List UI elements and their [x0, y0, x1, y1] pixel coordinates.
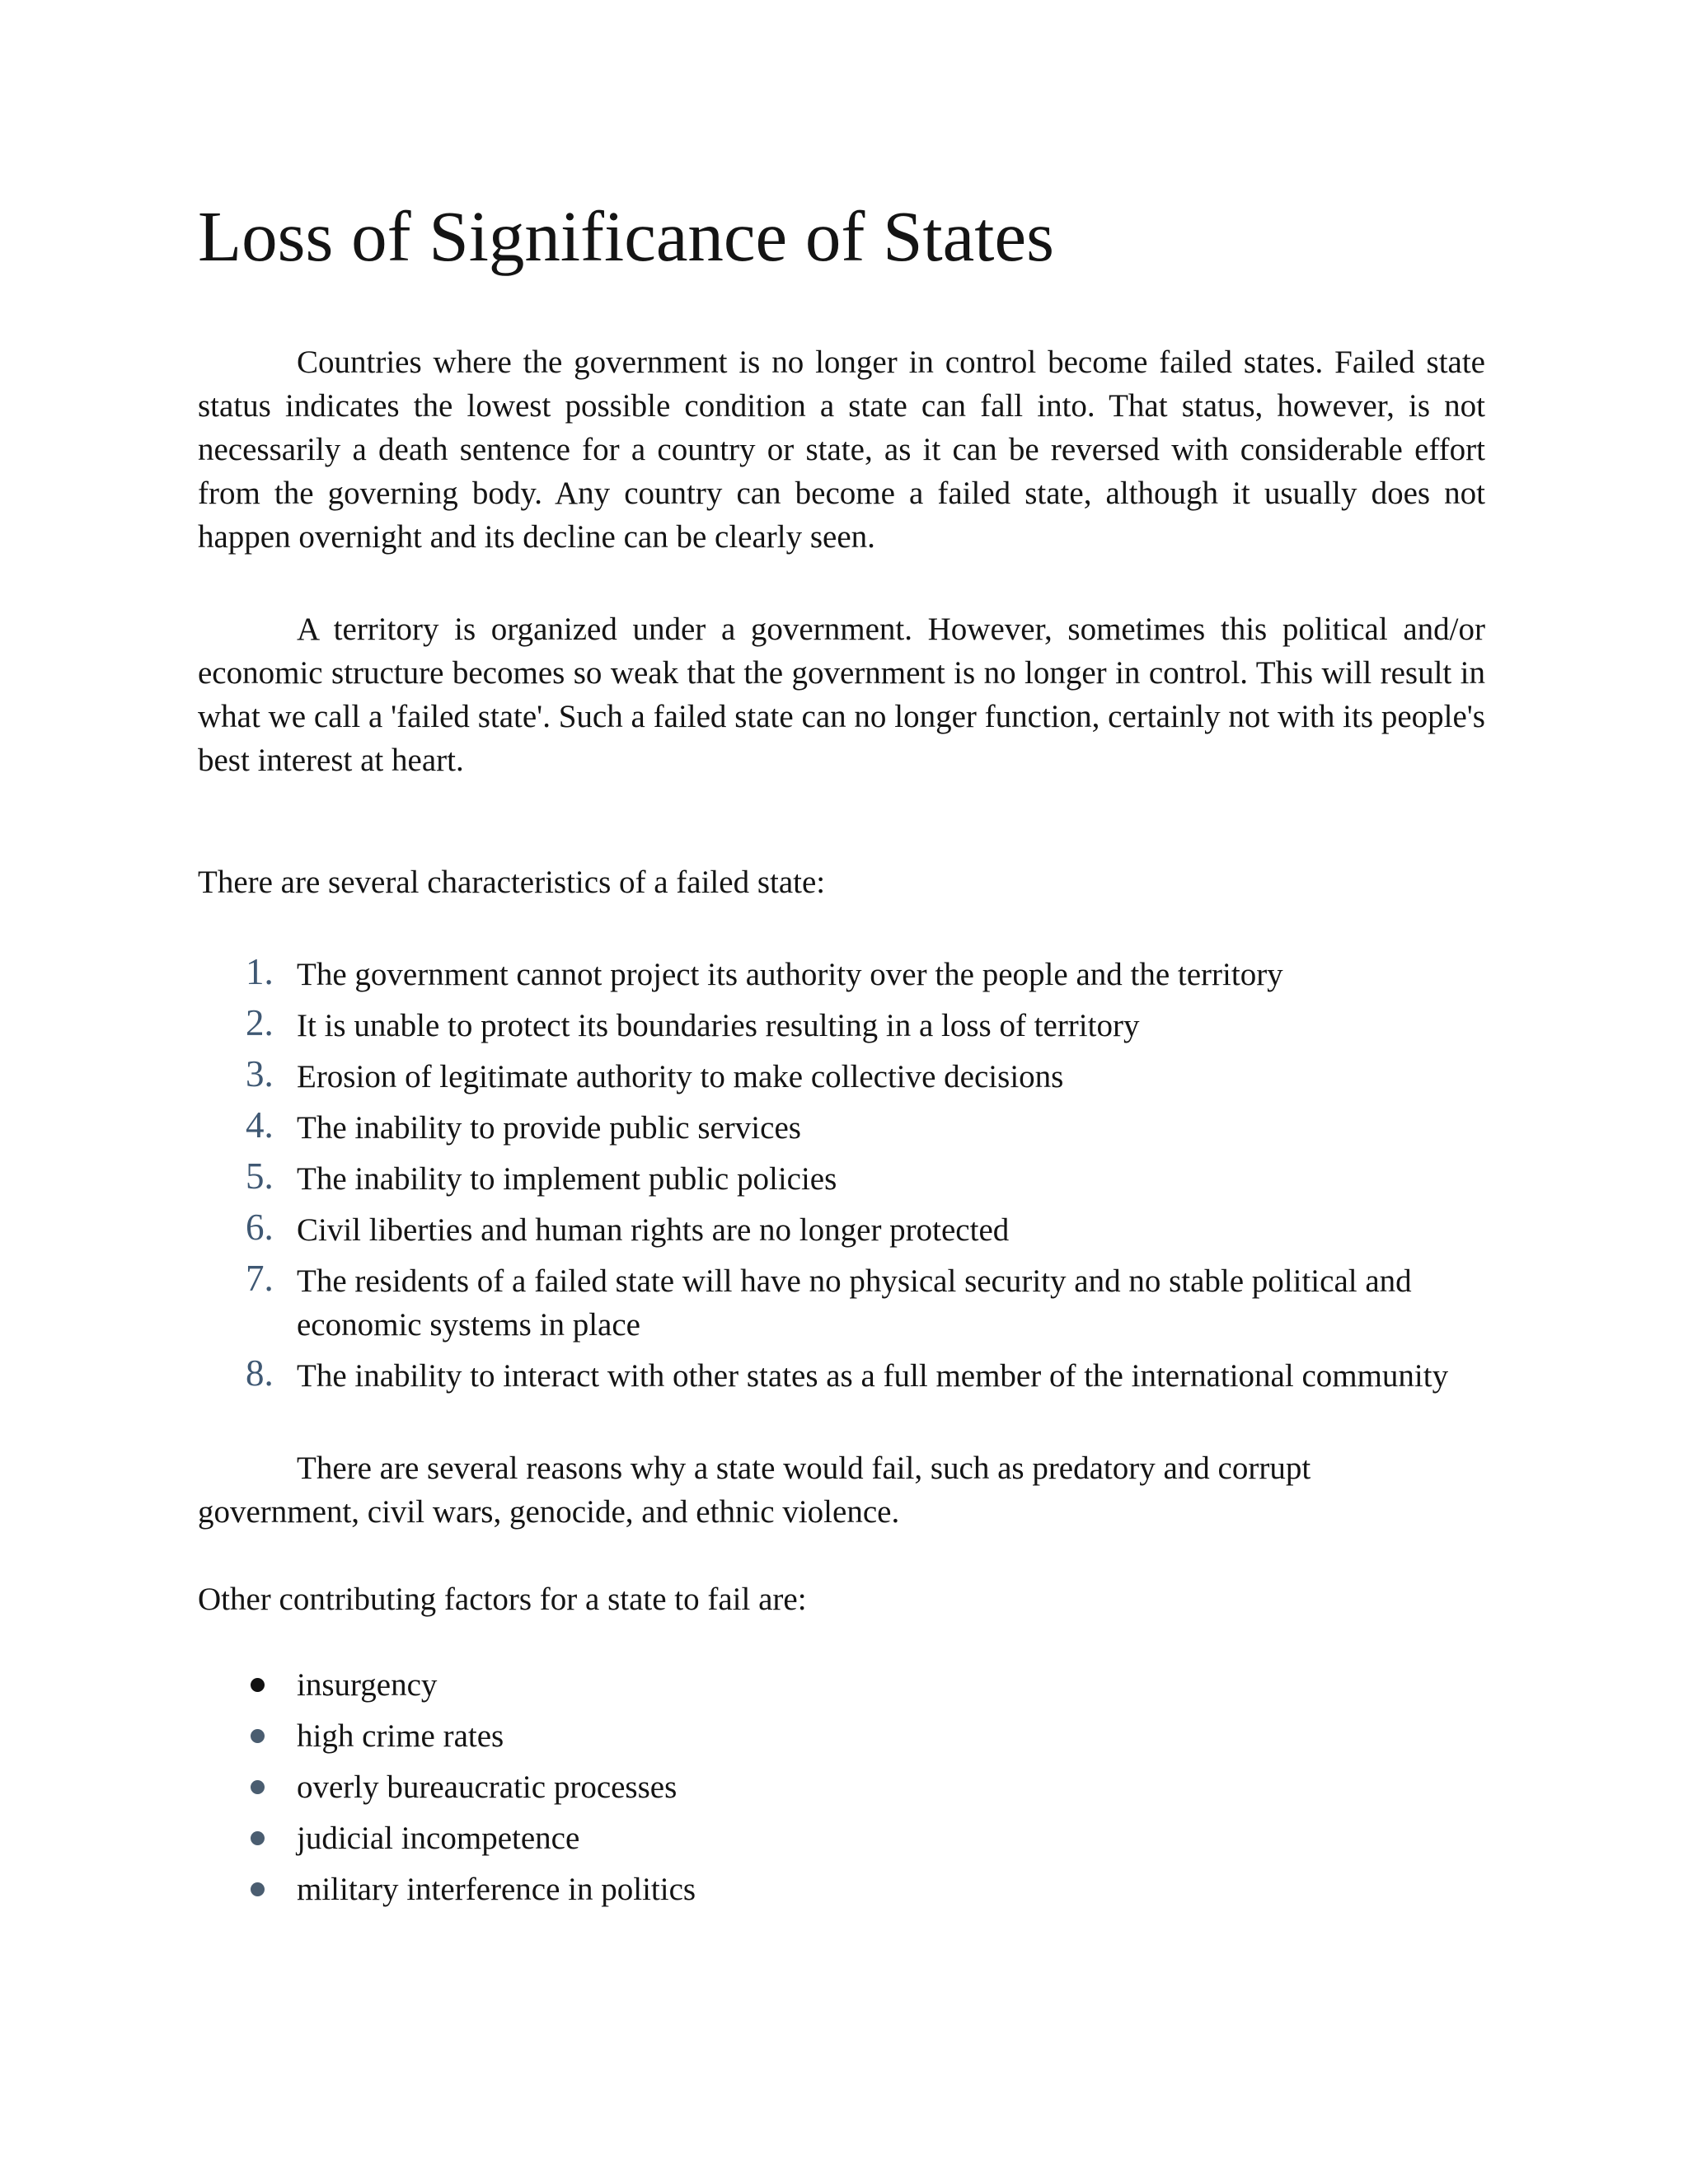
- characteristics-list: [198, 953, 1492, 1405]
- list-item: [198, 1157, 1492, 1201]
- paragraph-failed-states: Countries where the government is no longer in control become failed states. Failed state status indicates the lowest possible condition a state can fall into. That status, however, is not necessarily a death sentence for a country or state, as it can be reversed with considerable effort from the governing body. Any country can become a failed state, although it usually does not happen overnight and its decline can be clearly seen.: [198, 344, 1485, 555]
- list-number: 6.: [246, 1207, 274, 1248]
- bullet-icon: [251, 1780, 265, 1794]
- list-item: [198, 1868, 1492, 1911]
- list-item-text: judicial incompetence: [297, 1821, 580, 1856]
- list-item: [198, 1208, 1492, 1252]
- list-item: [198, 1354, 1492, 1398]
- list-item: [198, 1765, 1492, 1809]
- list-item: [198, 1663, 1492, 1707]
- list-item-text: Erosion of legitimate authority to make collective decisions: [297, 1059, 1064, 1094]
- list-number: 7.: [246, 1258, 274, 1299]
- list-number: 1.: [246, 951, 274, 992]
- list-number: 4.: [246, 1104, 274, 1146]
- list-item-text: high crime rates: [297, 1718, 504, 1754]
- factors-list: [198, 1663, 1492, 1919]
- list-item: [198, 1259, 1492, 1347]
- factors-intro: Other contributing factors for a state to fail are:: [198, 1582, 807, 1617]
- list-item: [198, 1055, 1492, 1099]
- bullet-icon: [251, 1831, 265, 1845]
- list-item-text: insurgency: [297, 1667, 438, 1703]
- list-item-text: The residents of a failed state will have no physical security and no stable political and economic systems in place: [297, 1263, 1412, 1343]
- list-item: [198, 953, 1492, 996]
- list-item-text: The inability to implement public policies: [297, 1161, 837, 1197]
- list-item: [198, 1106, 1492, 1150]
- list-item-text: Civil liberties and human rights are no longer protected: [297, 1212, 1010, 1248]
- list-item: [198, 1714, 1492, 1758]
- characteristics-intro: There are several characteristics of a failed state:: [198, 865, 826, 900]
- paragraph-reasons: There are several reasons why a state would fail, such as predatory and corrupt government, civil wars, genocide, and ethnic violence.: [198, 1451, 1311, 1530]
- list-number: 3.: [246, 1053, 274, 1094]
- list-item-text: The government cannot project its authority over the people and the territory: [297, 957, 1283, 992]
- list-item-text: The inability to provide public services: [297, 1110, 801, 1146]
- list-number: 2.: [246, 1002, 274, 1043]
- list-item: [198, 1004, 1492, 1047]
- list-number: 5.: [246, 1155, 274, 1197]
- list-number: 8.: [246, 1352, 274, 1394]
- bullet-icon: [251, 1678, 265, 1692]
- paragraph-territory: A territory is organized under a government. However, sometimes this political and/or economic structure becomes so weak that the government is no longer in control. This will result in what we call a 'failed state'. Such a failed state can no longer function, certainly not with its people's best interest at heart.: [198, 612, 1485, 778]
- list-item: [198, 1816, 1492, 1860]
- page-title: Loss of Significance of States: [198, 196, 1054, 276]
- list-item-text: The inability to interact with other states as a full member of the international community: [297, 1358, 1449, 1394]
- bullet-icon: [251, 1882, 265, 1896]
- list-item-text: military interference in politics: [297, 1872, 696, 1907]
- list-item-text: overly bureaucratic processes: [297, 1769, 678, 1805]
- bullet-icon: [251, 1729, 265, 1743]
- list-item-text: It is unable to protect its boundaries resulting in a loss of territory: [297, 1008, 1140, 1043]
